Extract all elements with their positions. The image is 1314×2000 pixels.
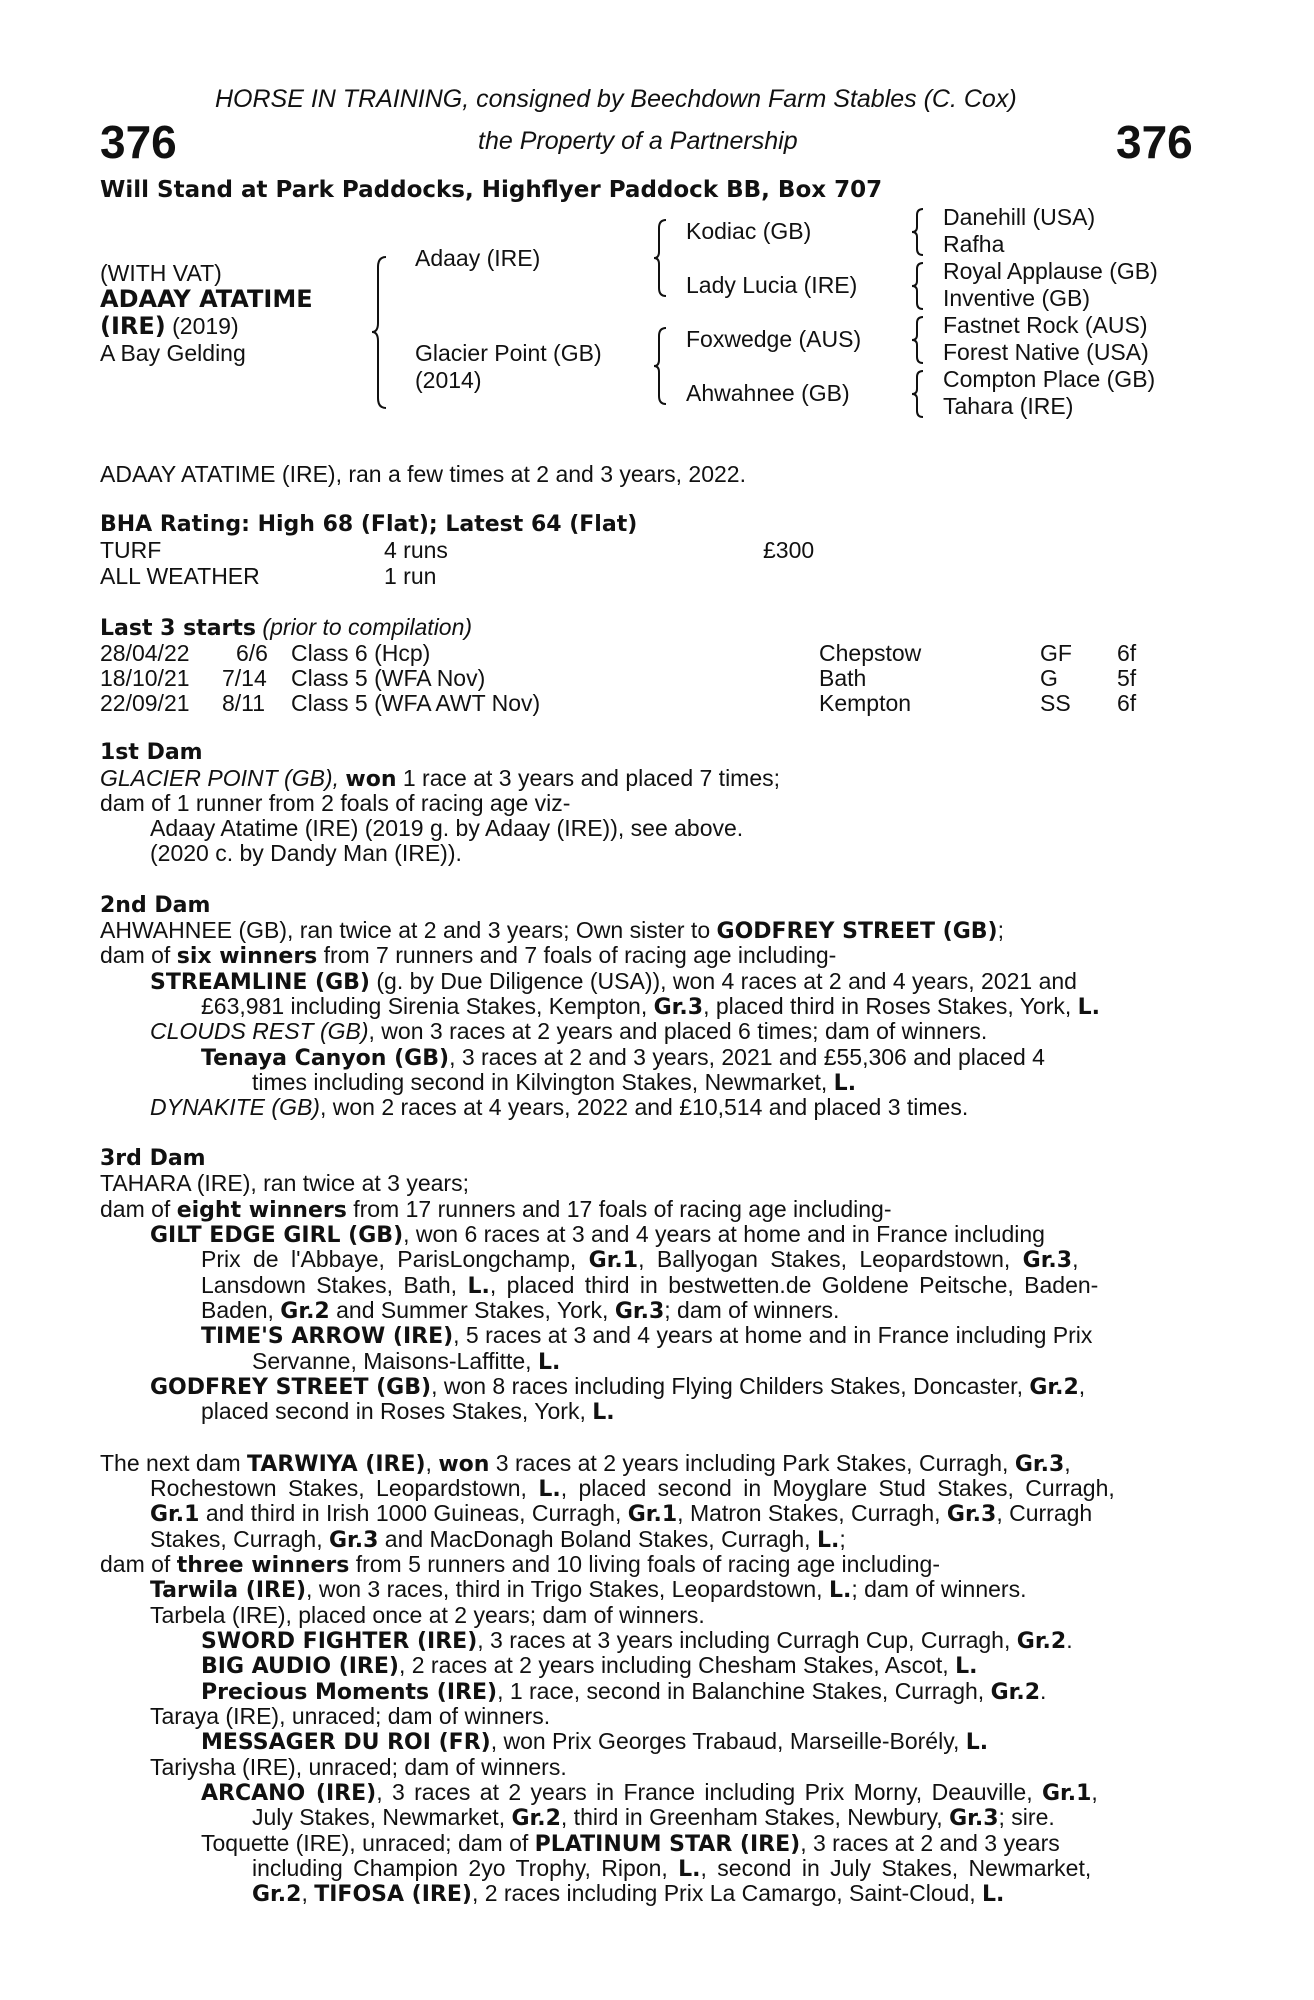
start-going: GF — [1040, 640, 1072, 666]
produce-entry: GODFREY STREET (GB), won 8 races including Flying Childers Stakes, Doncaster, Gr.2, — [150, 1373, 1086, 1400]
dam-sire: Foxwedge (AUS) — [686, 326, 862, 352]
text-line: Baden, Gr.2 and Summer Stakes, York, Gr.3; dam of winners. — [201, 1297, 840, 1324]
rating-runs: 4 runs — [384, 537, 448, 563]
produce-entry: Tenaya Canyon (GB), 3 races at 2 and 3 years, 2021 and £55,306 and placed 4 — [201, 1044, 1045, 1071]
text-line: dam of 1 runner from 2 foals of racing age viz- — [100, 790, 571, 816]
sire-sire: Kodiac (GB) — [686, 218, 812, 244]
produce-entry: MESSAGER DU ROI (FR), won Prix Georges Trabaud, Marseille-Borély, L. — [201, 1728, 989, 1755]
horse-name: ADAAY ATATIME — [100, 285, 313, 313]
produce-entry: DYNAKITE (GB), won 2 races at 4 years, 2022 and £10,514 and placed 3 times. — [150, 1094, 969, 1120]
text-line: dam of three winners from 5 runners and 10 living foals of racing age including- — [100, 1551, 940, 1578]
start-going: SS — [1040, 690, 1071, 716]
second-dam-title: 2nd Dam — [100, 893, 211, 918]
produce-entry: Tarwila (IRE), won 3 races, third in Trigo Stakes, Leopardstown, L.; dam of winners. — [150, 1576, 1027, 1603]
sire-dam: Lady Lucia (IRE) — [686, 272, 858, 298]
pedigree-brace-6 — [912, 315, 926, 365]
horse-country: (IRE) — [100, 312, 166, 340]
dam: Glacier Point (GB) — [415, 340, 602, 366]
start-distance: 6f — [1117, 640, 1137, 666]
property-line: the Property of a Partnership — [478, 127, 798, 155]
produce-entry: GILT EDGE GIRL (GB), won 6 races at 3 and 4 years at home and in France including — [150, 1221, 1045, 1248]
text-line: AHWAHNEE (GB), ran twice at 2 and 3 years; Own sister to GODFREY STREET (GB); — [100, 917, 1004, 944]
produce-entry: Precious Moments (IRE), 1 race, second in Balanchine Stakes, Curragh, Gr.2. — [201, 1678, 1047, 1705]
produce-entry: Tariysha (IRE), unraced; dam of winners. — [150, 1754, 567, 1780]
horse-year: (2019) — [172, 313, 239, 339]
text-line: including Champion 2yo Trophy, Ripon, L., second in July Stakes, Newmarket, — [252, 1855, 1092, 1882]
text-line: £63,981 including Sirenia Stakes, Kempton, Gr.3, placed third in Roses Stakes, York, L. — [201, 993, 1101, 1020]
pedigree-brace-3 — [654, 326, 670, 406]
start-position: 8/11 — [222, 690, 266, 716]
text-line: dam of eight winners from 17 runners and 17 foals of racing age including- — [100, 1196, 892, 1223]
produce-entry: SWORD FIGHTER (IRE), 3 races at 3 years including Curragh Cup, Curragh, Gr.2. — [201, 1627, 1073, 1654]
produce-entry: Taraya (IRE), unraced; dam of winners. — [150, 1703, 551, 1729]
text-line: Lansdown Stakes, Bath, L., placed third in bestwetten.de Goldene Peitsche, Baden- — [201, 1272, 1099, 1299]
stand-location: Will Stand at Park Paddocks, Highflyer Paddock BB, Box 707 — [100, 177, 883, 203]
start-distance: 5f — [1117, 665, 1137, 691]
text-line: GLACIER POINT (GB), won 1 race at 3 years and placed 7 times; — [100, 765, 781, 792]
produce-entry: (2020 c. by Dandy Man (IRE)). — [150, 840, 462, 866]
lot-number-left: 376 — [100, 116, 177, 168]
text-line: Stakes, Curragh, Gr.3 and MacDonagh Boland Stakes, Curragh, L.; — [150, 1526, 846, 1553]
produce-entry: Adaay Atatime (IRE) (2019 g. by Adaay (IRE)), see above. — [150, 815, 744, 841]
produce-entry: Toquette (IRE), unraced; dam of PLATINUM STAR (IRE), 3 races at 2 and 3 years — [201, 1830, 1060, 1857]
produce-entry: Tarbela (IRE), placed once at 2 years; dam of winners. — [150, 1602, 705, 1628]
lot-number-right: 376 — [1116, 116, 1193, 168]
third-dam-title: 3rd Dam — [100, 1146, 206, 1171]
text-line: July Stakes, Newmarket, Gr.2, third in Greenham Stakes, Newbury, Gr.3; sire. — [252, 1804, 1055, 1831]
text-line: Prix de l'Abbaye, ParisLongchamp, Gr.1, Ballyogan Stakes, Leopardstown, Gr.3, — [201, 1246, 1079, 1273]
starts-heading — [100, 614, 472, 642]
start-race: Class 5 (WFA AWT Nov) — [291, 690, 541, 716]
produce-entry: STREAMLINE (GB) (g. by Due Diligence (USA)), won 4 races at 2 and 4 years, 2021 and — [150, 968, 1077, 995]
pedigree-brace-1 — [372, 255, 392, 410]
dam-dam: Ahwahnee (GB) — [686, 380, 850, 406]
sire-dam-sire: Royal Applause (GB) — [943, 258, 1158, 284]
pedigree-brace-7 — [912, 369, 926, 419]
rating-prize: £300 — [763, 537, 815, 563]
start-course: Bath — [819, 665, 867, 691]
start-course: Chepstow — [819, 640, 922, 666]
start-going: G — [1040, 665, 1058, 691]
dam-sire-dam: Forest Native (USA) — [943, 339, 1149, 365]
starts-title: Last 3 starts — [100, 616, 257, 641]
rating-runs: 1 run — [384, 563, 437, 589]
consignor-line: HORSE IN TRAINING, consigned by Beechdown Farm Stables (C. Cox) — [215, 85, 1017, 113]
text-line: TAHARA (IRE), ran twice at 3 years; — [100, 1170, 469, 1196]
start-date: 22/09/21 — [100, 690, 190, 716]
start-date: 28/04/22 — [100, 640, 190, 666]
text-line: dam of six winners from 7 runners and 7 foals of racing age including- — [100, 942, 837, 969]
sire-dam-dam: Inventive (GB) — [943, 285, 1090, 311]
text-line: times including second in Kilvington Stakes, Newmarket, L. — [252, 1069, 857, 1096]
start-position: 6/6 — [236, 640, 268, 666]
dam-dam-sire: Compton Place (GB) — [943, 366, 1156, 392]
pedigree-brace-4 — [912, 207, 926, 257]
sire-sire-dam: Rafha — [943, 231, 1005, 257]
start-date: 18/10/21 — [100, 665, 190, 691]
pedigree-brace-5 — [912, 261, 926, 311]
horse-description: A Bay Gelding — [100, 340, 246, 366]
start-race: Class 6 (Hcp) — [291, 640, 431, 666]
pedigree-brace-2 — [654, 218, 670, 298]
rating-surface: ALL WEATHER — [100, 563, 260, 589]
start-course: Kempton — [819, 690, 912, 716]
produce-entry: CLOUDS REST (GB), won 3 races at 2 years and placed 6 times; dam of winners. — [150, 1018, 988, 1044]
text-line: Gr.1 and third in Irish 1000 Guineas, Curragh, Gr.1, Matron Stakes, Curragh, Gr.3, Curragh — [150, 1500, 1093, 1527]
dam-year: (2014) — [415, 367, 482, 393]
produce-entry: BIG AUDIO (IRE), 2 races at 2 years including Chesham Stakes, Ascot, L. — [201, 1652, 978, 1679]
vat-note: (WITH VAT) — [100, 260, 222, 286]
bha-rating-title: BHA Rating: High 68 (Flat); Latest 64 (Flat) — [100, 512, 638, 537]
produce-entry: TIME'S ARROW (IRE), 5 races at 3 and 4 years at home and in France including Prix — [201, 1322, 1093, 1349]
text-line: Servanne, Maisons-Laffitte, L. — [252, 1348, 561, 1375]
start-distance: 6f — [1117, 690, 1137, 716]
dam-dam-dam: Tahara (IRE) — [943, 393, 1074, 419]
race-summary: ADAAY ATATIME (IRE), ran a few times at 2 and 3 years, 2022. — [100, 461, 746, 487]
start-position: 7/14 — [222, 665, 267, 691]
sire: Adaay (IRE) — [415, 245, 541, 271]
dam-sire-sire: Fastnet Rock (AUS) — [943, 312, 1148, 338]
start-race: Class 5 (WFA Nov) — [291, 665, 486, 691]
text-line: Rochestown Stakes, Leopardstown, L., placed second in Moyglare Stud Stakes, Curragh, — [150, 1475, 1115, 1502]
starts-subtitle: (prior to compilation) — [262, 614, 473, 640]
text-line: The next dam TARWIYA (IRE), won 3 races at 2 years including Park Stakes, Curragh, Gr.3, — [100, 1450, 1071, 1477]
first-dam-title: 1st Dam — [100, 740, 203, 765]
rating-surface: TURF — [100, 537, 162, 563]
text-line: Gr.2, TIFOSA (IRE), 2 races including Prix La Camargo, Saint-Cloud, L. — [252, 1880, 1005, 1907]
produce-entry: ARCANO (IRE), 3 races at 2 years in France including Prix Morny, Deauville, Gr.1, — [201, 1779, 1098, 1806]
text-line: placed second in Roses Stakes, York, L. — [201, 1398, 615, 1425]
sire-sire-sire: Danehill (USA) — [943, 204, 1096, 230]
